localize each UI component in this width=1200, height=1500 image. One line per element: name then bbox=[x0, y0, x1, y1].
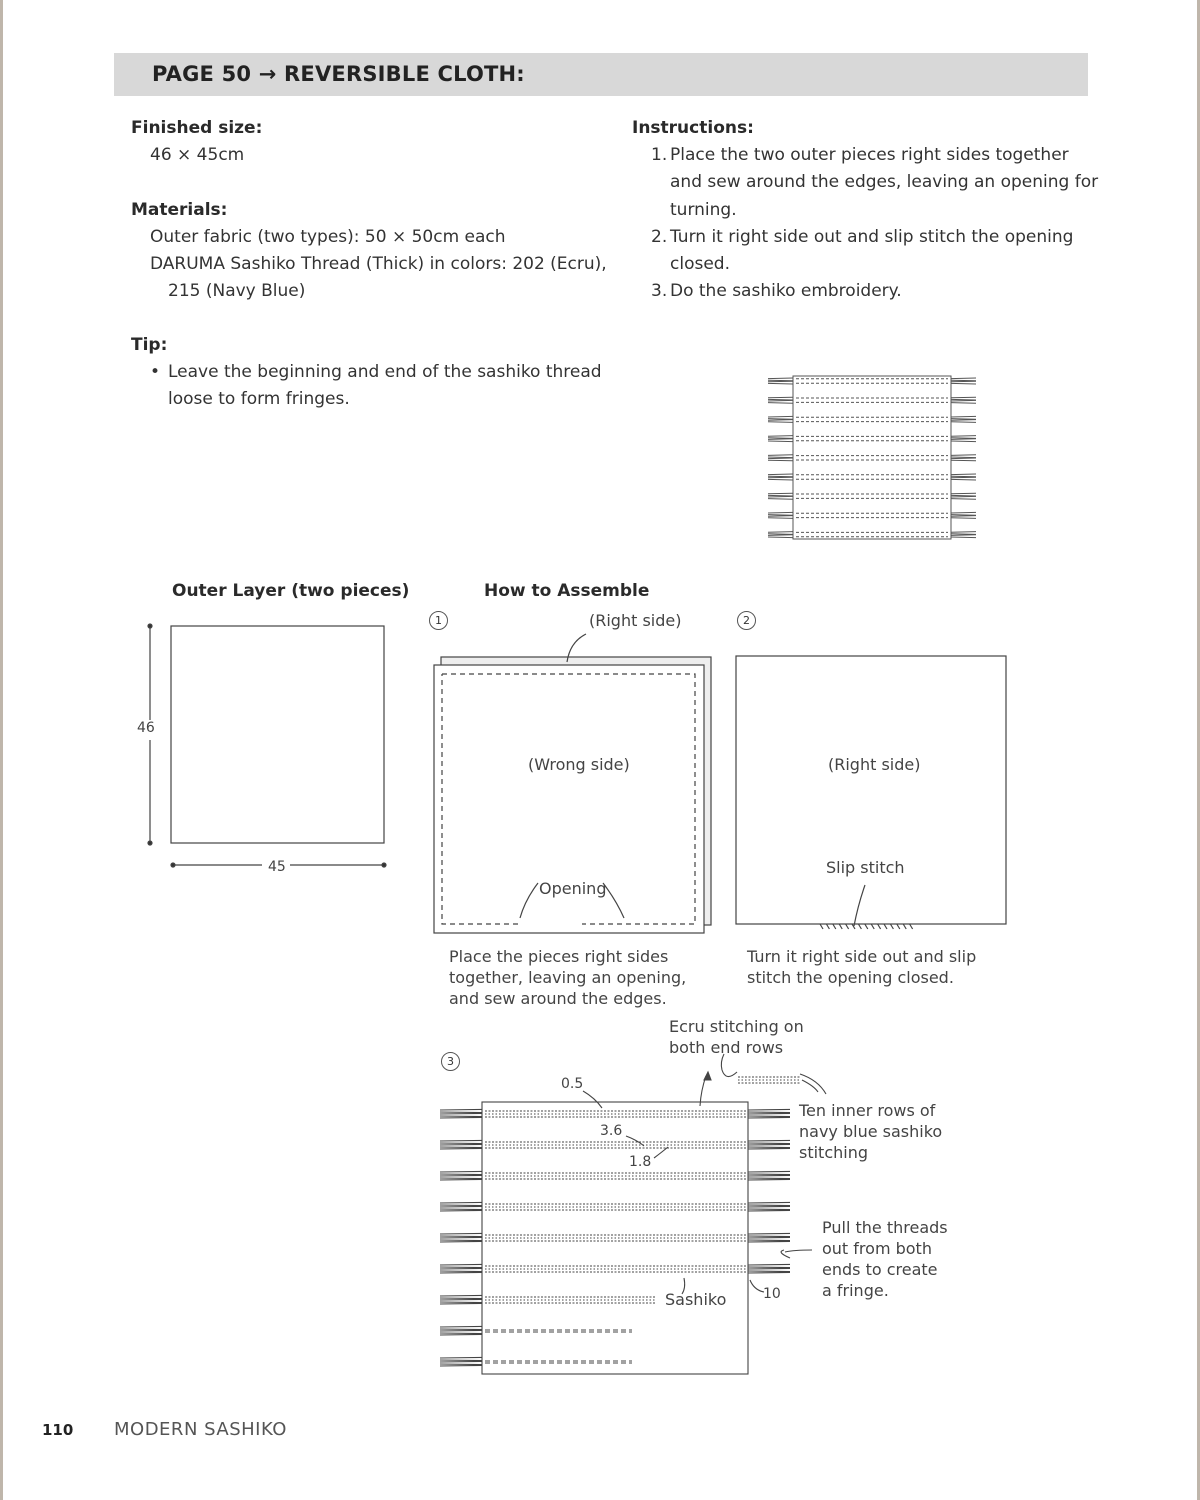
ecru-note: Ecru stitching on bbox=[669, 1017, 804, 1036]
fringe-thread bbox=[951, 383, 976, 384]
fringe-thread bbox=[951, 420, 976, 421]
pointer-line bbox=[654, 1147, 668, 1158]
right-side-label: (Right side) bbox=[589, 611, 682, 630]
fringe-thread bbox=[951, 460, 976, 461]
fringe-thread bbox=[768, 455, 793, 456]
slip-stitch bbox=[820, 924, 823, 929]
fringe-thread bbox=[440, 1209, 482, 1210]
finished-size-value: 46 × 45cm bbox=[150, 145, 245, 165]
step1-caption: Place the pieces right sides bbox=[449, 947, 669, 966]
step-line: closed. bbox=[670, 254, 730, 274]
step2-caption: stitch the opening closed. bbox=[747, 968, 954, 987]
fringe-thread bbox=[440, 1117, 482, 1118]
fringe-thread bbox=[951, 499, 976, 500]
dimension-label: 3.6 bbox=[600, 1123, 623, 1139]
fringe-thread bbox=[951, 496, 976, 497]
materials-line: DARUMA Sashiko Thread (Thick) in colors: 202 (Ecru), bbox=[150, 254, 607, 274]
height-dimension-label: 46 bbox=[137, 720, 155, 736]
fringe-thread bbox=[440, 1144, 482, 1145]
slip-stitch bbox=[833, 924, 836, 929]
fringe-note: out from both bbox=[822, 1239, 932, 1258]
fringe-thread bbox=[951, 436, 976, 437]
fringe-thread bbox=[768, 436, 793, 437]
step-line: Do the sashiko embroidery. bbox=[670, 281, 902, 301]
fringe-thread bbox=[768, 399, 793, 400]
fringe-thread bbox=[748, 1241, 790, 1242]
fringe-thread bbox=[768, 419, 793, 420]
fringe-thread bbox=[768, 457, 793, 458]
fringe-thread bbox=[768, 476, 793, 477]
step-number: 3. bbox=[651, 281, 668, 301]
fringe-thread bbox=[748, 1210, 790, 1211]
fringe-thread bbox=[768, 397, 793, 398]
slip-stitch bbox=[903, 924, 906, 929]
fringe-thread bbox=[440, 1303, 482, 1304]
fringe-thread bbox=[748, 1236, 790, 1237]
fringe-thread bbox=[768, 496, 793, 497]
slip-stitch bbox=[865, 924, 868, 929]
fringe-thread bbox=[440, 1267, 482, 1268]
fringe-thread bbox=[748, 1116, 790, 1117]
fringe-thread bbox=[440, 1236, 482, 1237]
fringe-thread bbox=[951, 512, 976, 513]
fringe-thread bbox=[768, 532, 793, 533]
fringe-thread bbox=[440, 1175, 482, 1176]
fringe-thread bbox=[440, 1329, 482, 1330]
fringe-thread bbox=[768, 460, 793, 461]
fringe-thread bbox=[768, 422, 793, 423]
navy-note: navy blue sashiko bbox=[799, 1122, 943, 1141]
fringe-thread bbox=[440, 1299, 482, 1300]
fringe-thread bbox=[951, 495, 976, 496]
fringe-thread bbox=[951, 477, 976, 478]
fringe-thread bbox=[768, 516, 793, 517]
outer-layer-heading: Outer Layer (two pieces) bbox=[172, 581, 410, 601]
fringe-thread bbox=[768, 420, 793, 421]
fringe-thread bbox=[440, 1330, 482, 1331]
fringe-thread bbox=[440, 1205, 482, 1206]
fringe-thread bbox=[951, 458, 976, 459]
fringe-thread bbox=[768, 416, 793, 417]
fringe-thread bbox=[951, 534, 976, 535]
fringe-thread bbox=[748, 1272, 790, 1273]
slip-stitch bbox=[826, 924, 829, 929]
fringe-thread bbox=[440, 1302, 482, 1303]
fringe-thread bbox=[748, 1175, 790, 1176]
materials-line: Outer fabric (two types): 50 × 50cm each bbox=[150, 227, 506, 247]
fringe-thread bbox=[748, 1148, 790, 1149]
finished-size-heading: Finished size: bbox=[131, 118, 263, 138]
navy-note: Ten inner rows of bbox=[799, 1101, 936, 1120]
fringe-thread bbox=[440, 1116, 482, 1117]
fringe-thread bbox=[951, 479, 976, 480]
assemble-step2-diagram bbox=[736, 656, 1006, 929]
fringe-thread bbox=[440, 1240, 482, 1241]
assemble-step3-diagram bbox=[440, 1054, 826, 1374]
fringe-thread bbox=[748, 1109, 790, 1110]
step2-caption: Turn it right side out and slip bbox=[747, 947, 977, 966]
fringe-thread bbox=[768, 537, 793, 538]
fringe-thread bbox=[440, 1206, 482, 1207]
fringe-thread bbox=[768, 380, 793, 381]
fringe-thread bbox=[748, 1271, 790, 1272]
fringe-thread bbox=[768, 534, 793, 535]
fringe-thread bbox=[951, 537, 976, 538]
dimension-label: 0.5 bbox=[561, 1076, 584, 1092]
fringe-thread bbox=[951, 535, 976, 536]
fringe-thread bbox=[440, 1113, 482, 1114]
opening-label: Opening bbox=[539, 879, 607, 898]
sashiko-rows bbox=[440, 1109, 790, 1366]
fringe-thread bbox=[748, 1205, 790, 1206]
fringe-note: Pull the threads bbox=[822, 1218, 948, 1237]
outer-layer-diagram bbox=[148, 624, 386, 867]
fringe-thread bbox=[768, 439, 793, 440]
fringe-thread bbox=[951, 403, 976, 404]
step-marker: 1 bbox=[429, 611, 448, 630]
fringe-thread bbox=[951, 378, 976, 379]
step-line: Turn it right side out and slip stitch the opening bbox=[670, 227, 1074, 247]
fringe-thread bbox=[748, 1209, 790, 1210]
fringe-thread bbox=[768, 378, 793, 379]
fringe-thread bbox=[440, 1112, 482, 1113]
fringe-thread bbox=[748, 1178, 790, 1179]
pointer-line bbox=[750, 1280, 764, 1292]
slip-stitch bbox=[871, 924, 874, 929]
fringe-thread bbox=[951, 518, 976, 519]
fringe-thread bbox=[951, 399, 976, 400]
slip-stitch bbox=[897, 924, 900, 929]
fringe-thread bbox=[748, 1117, 790, 1118]
fringe-thread bbox=[748, 1206, 790, 1207]
fringe-thread bbox=[768, 493, 793, 494]
dimension-label: 1.8 bbox=[629, 1154, 652, 1170]
tip-bullet: • bbox=[150, 362, 161, 382]
fringe-thread bbox=[951, 397, 976, 398]
fringe-thread bbox=[951, 400, 976, 401]
fringe-thread bbox=[748, 1179, 790, 1180]
fringe-thread bbox=[951, 474, 976, 475]
fringe-thread bbox=[951, 380, 976, 381]
fringe-thread bbox=[748, 1267, 790, 1268]
fringe-thread bbox=[440, 1109, 482, 1110]
pointer-line bbox=[583, 1091, 602, 1108]
fringe-thread bbox=[440, 1361, 482, 1362]
fringe-thread bbox=[440, 1241, 482, 1242]
ecru-stitch-sample bbox=[738, 1077, 800, 1083]
fringe-thread bbox=[748, 1143, 790, 1144]
navy-note: stitching bbox=[799, 1143, 869, 1162]
fringe-thread bbox=[440, 1179, 482, 1180]
fringe-thread bbox=[768, 512, 793, 513]
cloth-outline bbox=[793, 376, 951, 539]
fringe-thread bbox=[748, 1233, 790, 1234]
fringe-thread bbox=[440, 1143, 482, 1144]
fringe-thread bbox=[440, 1178, 482, 1179]
step-marker: 2 bbox=[737, 611, 756, 630]
fringe-thread bbox=[768, 441, 793, 442]
right-side-label: (Right side) bbox=[828, 755, 921, 774]
fringe-thread bbox=[440, 1334, 482, 1335]
fringe-thread bbox=[768, 381, 793, 382]
fringe-thread bbox=[748, 1147, 790, 1148]
slip-stitch-label: Slip stitch bbox=[826, 858, 905, 877]
outer-layer-square bbox=[171, 626, 384, 843]
fringe-thread bbox=[951, 457, 976, 458]
fringe-thread bbox=[440, 1140, 482, 1141]
fringe-thread bbox=[768, 403, 793, 404]
fringe-thread bbox=[440, 1272, 482, 1273]
fringe-thread bbox=[748, 1237, 790, 1238]
fringe-note: ends to create bbox=[822, 1260, 938, 1279]
dimension-label: 10 bbox=[763, 1286, 781, 1302]
fringe-thread bbox=[748, 1264, 790, 1265]
step-number: 2. bbox=[651, 227, 668, 247]
slip-stitch bbox=[910, 924, 913, 929]
materials-line: 215 (Navy Blue) bbox=[168, 281, 306, 301]
slip-stitch bbox=[846, 924, 849, 929]
fringe-thread bbox=[440, 1174, 482, 1175]
fringe-thread bbox=[440, 1237, 482, 1238]
fringe-thread bbox=[440, 1271, 482, 1272]
fringe-thread bbox=[440, 1360, 482, 1361]
fringe-thread bbox=[768, 495, 793, 496]
pointer-line bbox=[854, 885, 865, 926]
pointer-line bbox=[785, 1250, 812, 1252]
fringe-thread bbox=[440, 1233, 482, 1234]
fringe-thread bbox=[440, 1365, 482, 1366]
tip-heading: Tip: bbox=[131, 335, 168, 355]
fringe-thread bbox=[440, 1298, 482, 1299]
book-title: MODERN SASHIKO bbox=[114, 1419, 287, 1440]
fringe-thread bbox=[951, 493, 976, 494]
fringe-note: a fringe. bbox=[822, 1281, 889, 1300]
fringe-thread bbox=[951, 439, 976, 440]
fringe-thread bbox=[748, 1268, 790, 1269]
instructions-heading: Instructions: bbox=[632, 118, 754, 138]
fringe-thread bbox=[951, 515, 976, 516]
fringe-thread bbox=[440, 1268, 482, 1269]
fringe-thread bbox=[440, 1333, 482, 1334]
pointer-line bbox=[800, 1074, 826, 1094]
fringe-thread bbox=[748, 1144, 790, 1145]
wrong-side-label: (Wrong side) bbox=[528, 755, 630, 774]
fringe-thread bbox=[440, 1202, 482, 1203]
slip-stitch bbox=[858, 924, 861, 929]
fringe-thread bbox=[951, 455, 976, 456]
slip-stitch bbox=[839, 924, 842, 929]
fringe-thread bbox=[768, 474, 793, 475]
fringe-thread bbox=[768, 383, 793, 384]
fringe-thread bbox=[951, 381, 976, 382]
fringe-thread bbox=[951, 422, 976, 423]
fringe-thread bbox=[440, 1171, 482, 1172]
fringe-thread bbox=[951, 532, 976, 533]
slip-stitch bbox=[878, 924, 881, 929]
fringe-thread bbox=[768, 477, 793, 478]
fringe-thread bbox=[440, 1210, 482, 1211]
fringe-thread bbox=[951, 441, 976, 442]
fringe-thread bbox=[440, 1357, 482, 1358]
fringe-thread bbox=[440, 1364, 482, 1365]
fringe-thread bbox=[768, 400, 793, 401]
fringe-thread bbox=[440, 1264, 482, 1265]
fringe-thread bbox=[951, 419, 976, 420]
step-marker: 3 bbox=[441, 1052, 460, 1071]
arrowhead bbox=[704, 1072, 711, 1080]
ecru-note: both end rows bbox=[669, 1038, 784, 1057]
fringe-thread bbox=[768, 515, 793, 516]
turned-piece bbox=[736, 656, 1006, 924]
step-line: turning. bbox=[670, 200, 737, 220]
step1-caption: together, leaving an opening, bbox=[449, 968, 687, 987]
sashiko-label: Sashiko bbox=[665, 1290, 727, 1309]
fringe-thread bbox=[748, 1202, 790, 1203]
fringe-thread bbox=[768, 458, 793, 459]
step-line: Place the two outer pieces right sides together bbox=[670, 145, 1069, 165]
tip-line: Leave the beginning and end of the sashiko thread bbox=[168, 362, 602, 382]
fringe-thread bbox=[768, 518, 793, 519]
fringe-thread bbox=[748, 1113, 790, 1114]
slip-stitch bbox=[884, 924, 887, 929]
materials-heading: Materials: bbox=[131, 200, 228, 220]
fringe-thread bbox=[440, 1147, 482, 1148]
page-title: PAGE 50 → REVERSIBLE CLOTH: bbox=[152, 62, 525, 86]
fringe-thread bbox=[440, 1148, 482, 1149]
fringe-thread bbox=[440, 1295, 482, 1296]
step1-caption: and sew around the edges. bbox=[449, 989, 667, 1008]
page-number: 110 bbox=[42, 1421, 74, 1439]
fringe-thread bbox=[951, 476, 976, 477]
fringe-thread bbox=[440, 1326, 482, 1327]
fringe-thread bbox=[951, 416, 976, 417]
fringe-thread bbox=[748, 1112, 790, 1113]
fringe-thread bbox=[768, 499, 793, 500]
step-number: 1. bbox=[651, 145, 668, 165]
finished-cloth-illustration bbox=[768, 376, 976, 539]
fringe-thread bbox=[768, 438, 793, 439]
slip-stitch bbox=[890, 924, 893, 929]
fringe-thread bbox=[951, 516, 976, 517]
fringe-thread bbox=[748, 1171, 790, 1172]
fringe-thread bbox=[748, 1240, 790, 1241]
step-line: and sew around the edges, leaving an opening for bbox=[670, 172, 1099, 192]
fringe-thread bbox=[768, 535, 793, 536]
slip-stitch-marks bbox=[820, 924, 913, 929]
fringe-thread bbox=[768, 479, 793, 480]
fringe-thread bbox=[951, 438, 976, 439]
fringe-thread bbox=[748, 1174, 790, 1175]
width-dimension-label: 45 bbox=[268, 859, 286, 875]
fringe-thread bbox=[748, 1140, 790, 1141]
tip-line: loose to form fringes. bbox=[168, 389, 350, 409]
how-to-assemble-heading: How to Assemble bbox=[484, 581, 650, 601]
pointer-line bbox=[722, 1070, 737, 1077]
